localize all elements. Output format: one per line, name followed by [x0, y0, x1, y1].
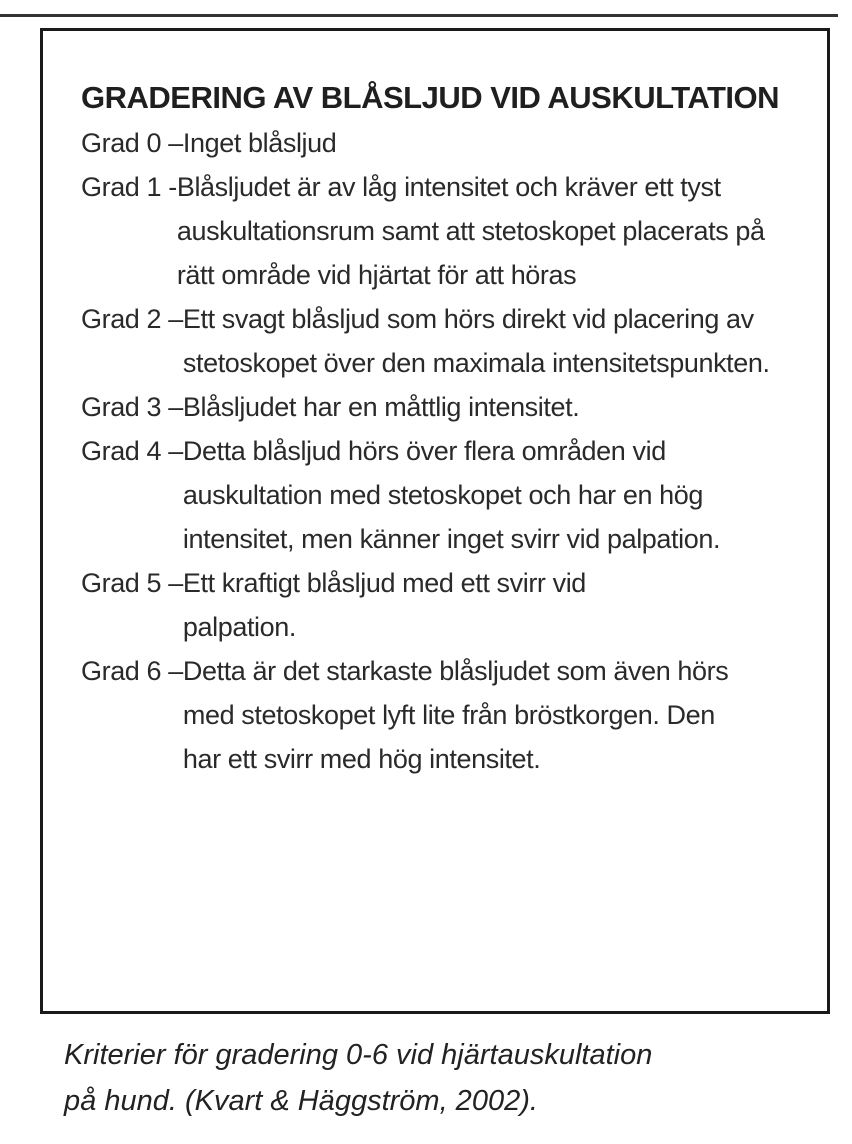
- grade-label: Grad 4 –: [81, 436, 183, 466]
- grade-list: [81, 121, 827, 781]
- caption-line-2: på hund. (Kvart & Häggström, 2002).: [64, 1085, 538, 1117]
- figure-caption: [64, 1032, 834, 1124]
- grade-label: Grad 3 –: [81, 392, 183, 422]
- grade-item-2: [81, 297, 827, 385]
- grade-description: Blåsljudet är av låg intensitet och kräver ett tyst auskultationsrum samt att stetoskopet placerats på rätt område vid hjärtat för att höras: [176, 172, 765, 290]
- grade-description: Detta är det starkaste blåsljudet som även hörs med stetoskopet lyft lite från bröstkorgen. Den har ett svirr med hög intensitet.: [182, 656, 729, 774]
- grade-label: Grad 0 –: [81, 128, 183, 158]
- grade-item-3: [81, 385, 827, 429]
- grade-description: Blåsljudet har en måttlig intensitet.: [182, 392, 580, 422]
- box-title: GRADERING AV BLÅSLJUD VID AUSKULTATION: [81, 80, 780, 115]
- top-divider: [0, 14, 838, 17]
- caption-line-1: Kriterier för gradering 0-6 vid hjärtauskultation: [64, 1039, 653, 1071]
- grade-label: Grad 6 –: [81, 656, 183, 686]
- grade-item-5: [81, 561, 827, 649]
- grade-label: Grad 5 –: [81, 568, 183, 598]
- grade-item-1: [81, 165, 827, 297]
- grade-description: Ett kraftigt blåsljud med ett svirr vid palpation.: [182, 568, 586, 642]
- grading-box: [40, 28, 830, 1014]
- grade-label: Grad 1 -: [81, 172, 177, 202]
- grade-item-0: [81, 121, 827, 165]
- grade-description: Inget blåsljud: [182, 128, 337, 158]
- grade-item-4: [81, 429, 827, 561]
- grade-description: Ett svagt blåsljud som hörs direkt vid placering av stetoskopet över den maximala intensitetspunkten.: [182, 304, 770, 378]
- grade-item-6: [81, 649, 827, 781]
- grade-label: Grad 2 –: [81, 304, 183, 334]
- grade-description: Detta blåsljud hörs över flera områden vid auskultation med stetoskopet och har en hög intensitet, men känner inget svirr vid palpation.: [182, 436, 721, 554]
